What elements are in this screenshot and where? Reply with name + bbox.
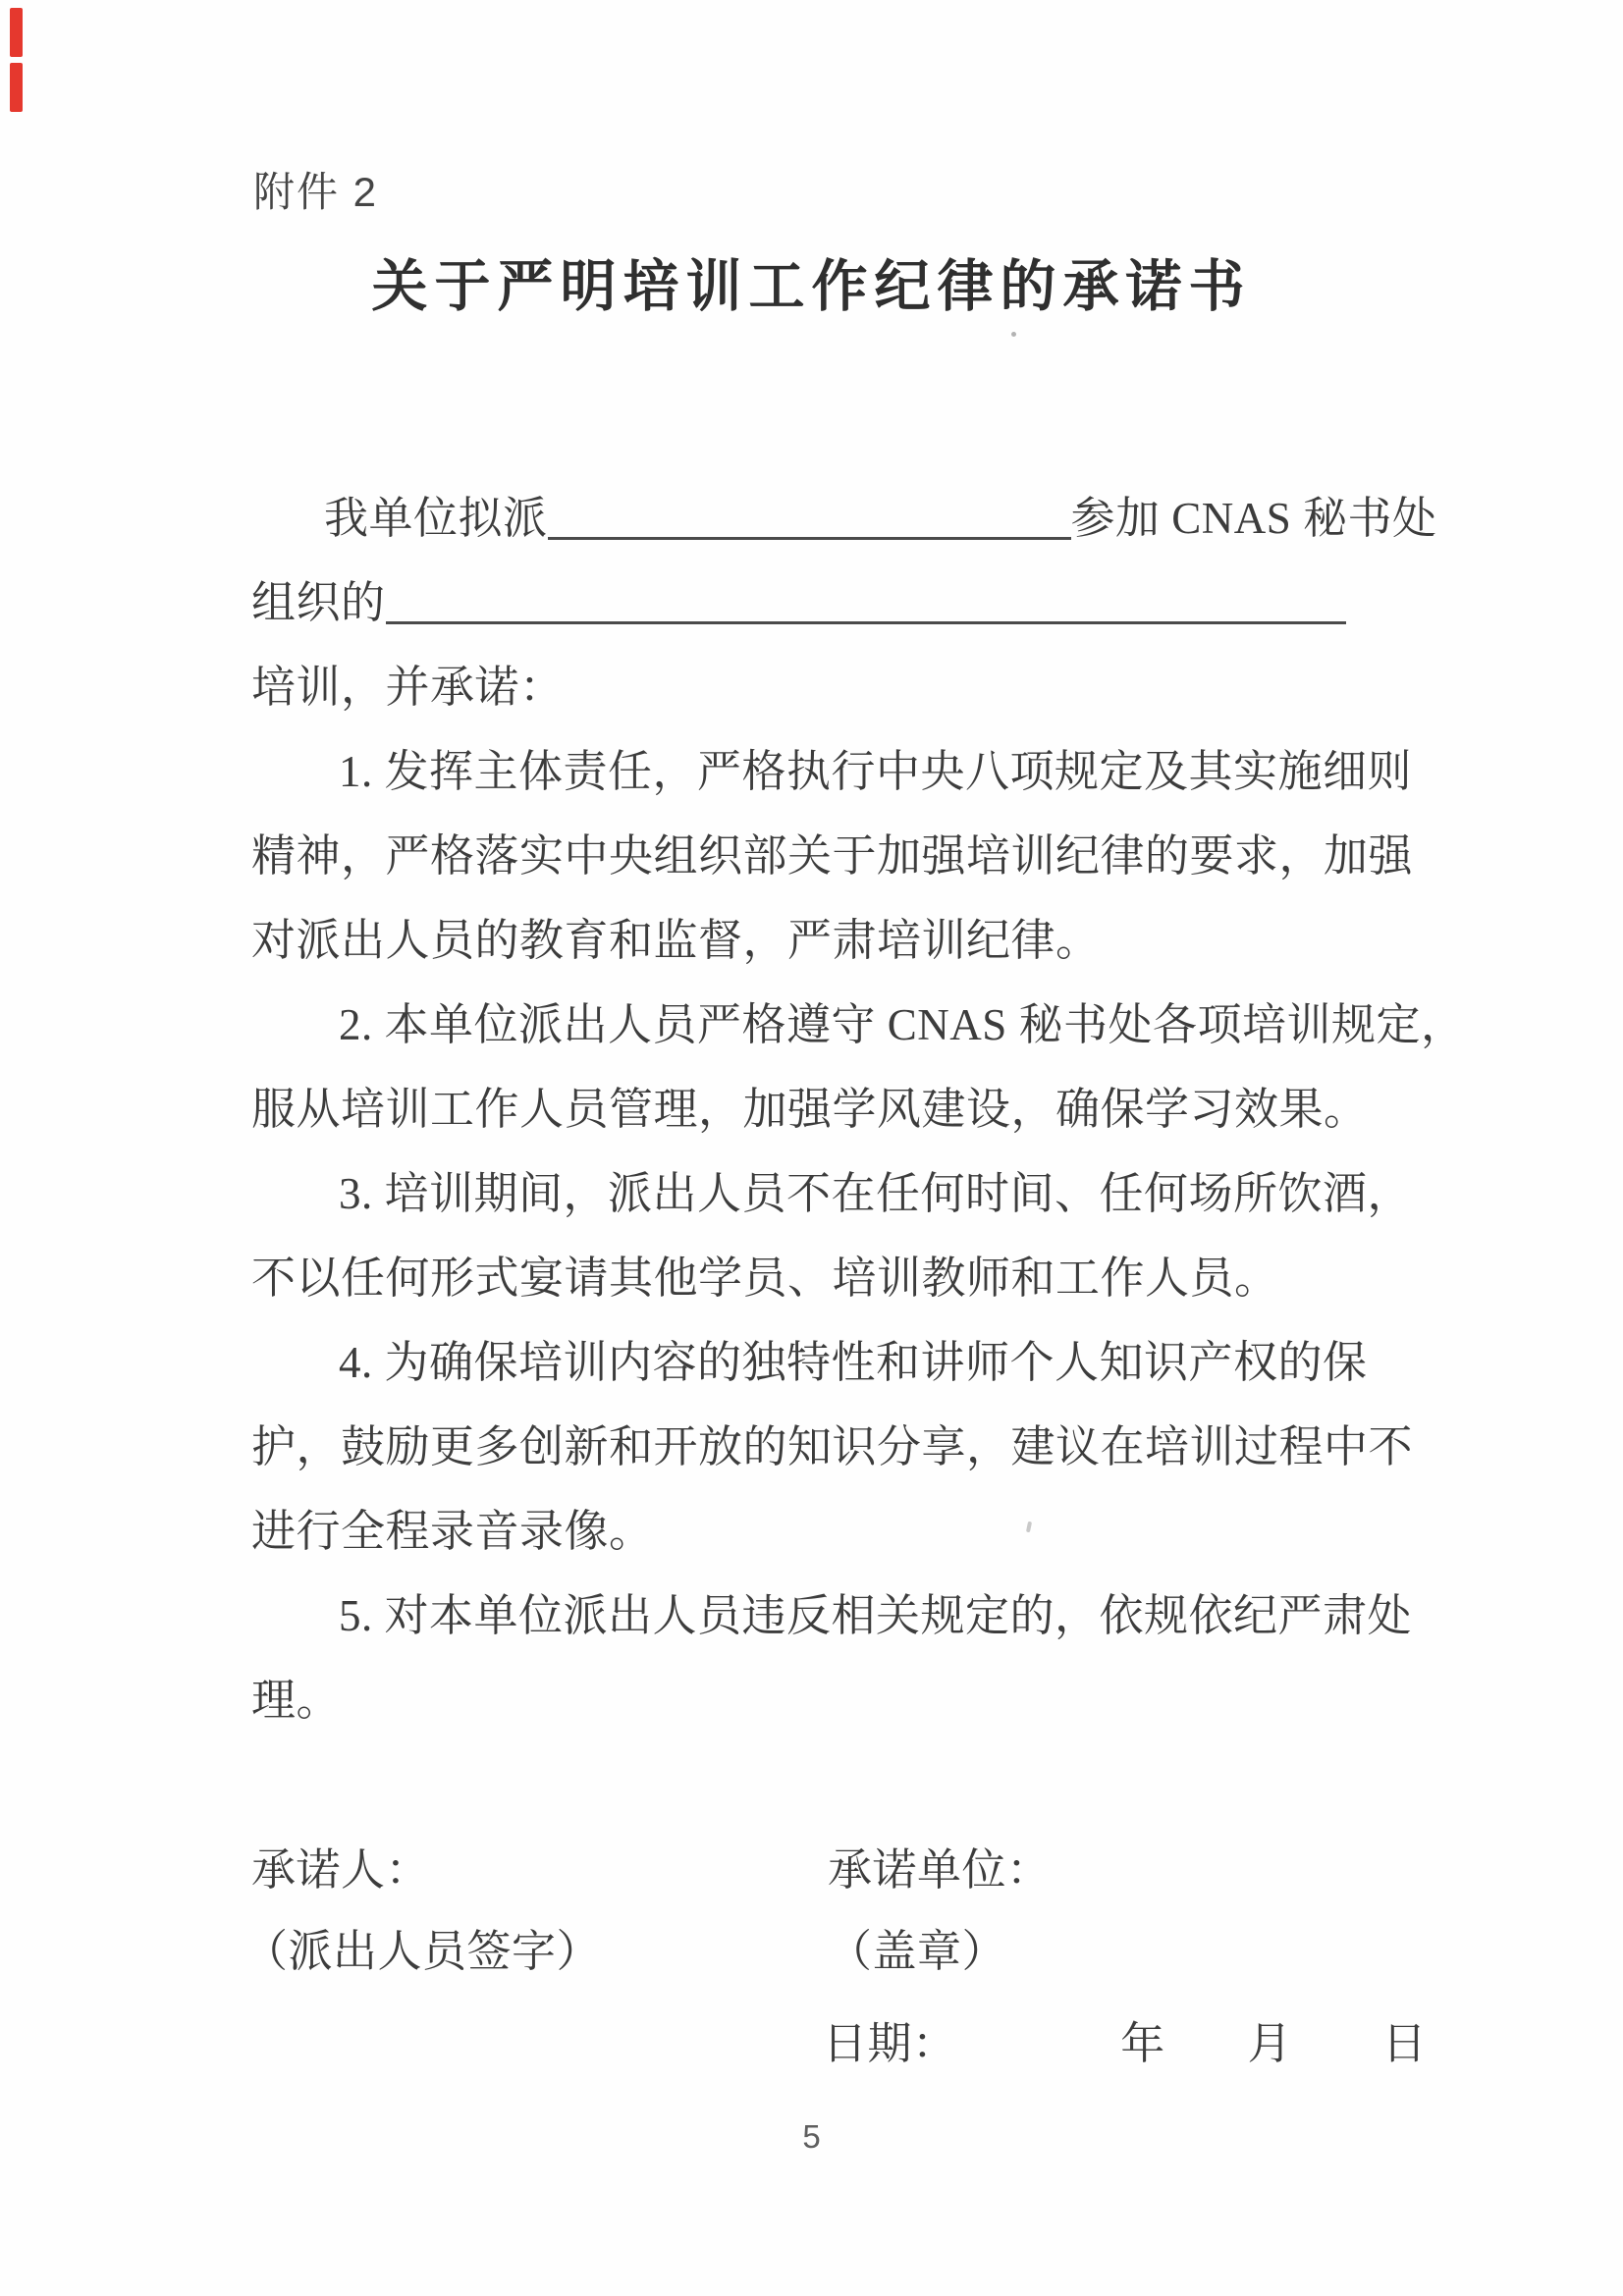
date-label: 日期： [823, 2019, 957, 2068]
document-title: 关于严明培训工作纪律的承诺书 [371, 255, 1252, 318]
item5-line1: 5. 对本单位派出人员违反相关规定的，依规依纪严肃处 [339, 1591, 1413, 1640]
page-number: 5 [802, 2118, 821, 2155]
promiser-note: （派出人员签字） [243, 1927, 602, 1976]
date-month-label: 月 [1247, 2019, 1293, 2068]
item4-line2: 护，鼓励更多创新和开放的知识分享，建议在培训过程中不 [251, 1422, 1414, 1471]
item3-line1: 3. 培训期间，派出人员不在任何时间、任何场所饮酒， [339, 1169, 1413, 1218]
item5-line2: 理。 [251, 1676, 342, 1725]
intro-line1-post: 参加 CNAS 秘书处 [1070, 494, 1437, 543]
intro-line1-pre: 我单位拟派 [324, 494, 548, 543]
item4-line1: 4. 为确保培训内容的独特性和讲师个人知识产权的保 [339, 1338, 1368, 1387]
item2-line1: 2. 本单位派出人员严格遵守 CNAS 秘书处各项培训规定， [339, 1000, 1466, 1049]
item1-line2: 精神，严格落实中央组织部关于加强培训纪律的要求，加强 [251, 831, 1414, 881]
date-year-label: 年 [1120, 2019, 1165, 2068]
scan-artifact-red-bar [10, 8, 23, 57]
date-day-label: 日 [1381, 2019, 1428, 2068]
fill-in-blank-training-course [386, 611, 1346, 624]
intro-line-2 [251, 573, 1346, 632]
item4-line3: 进行全程录音录像。 [251, 1507, 654, 1556]
scan-speck [1026, 1522, 1032, 1533]
intro-line-1 [324, 489, 1437, 548]
fill-in-blank-trainee-name [548, 526, 1071, 540]
item1-line1: 1. 发挥主体责任，严格执行中央八项规定及其实施细则 [339, 747, 1413, 796]
item2-line2: 服从培训工作人员管理，加强学风建设，确保学习效果。 [251, 1085, 1369, 1134]
intro-line2-pre: 组织的 [251, 578, 386, 627]
item3-line2: 不以任何形式宴请其他学员、培训教师和工作人员。 [251, 1254, 1279, 1303]
scan-artifact-red-bar [10, 63, 23, 112]
promiser-label: 承诺人： [251, 1845, 431, 1895]
intro-line-3: 培训，并承诺： [251, 663, 565, 712]
attachment-label: 附件 2 [253, 169, 379, 215]
date-line [823, 2014, 1427, 2073]
unit-seal-note: （盖章） [828, 1927, 1007, 1976]
scan-speck [1011, 332, 1016, 337]
unit-label: 承诺单位： [828, 1845, 1052, 1895]
item1-line3: 对派出人员的教育和监督，严肃培训纪律。 [251, 916, 1101, 965]
